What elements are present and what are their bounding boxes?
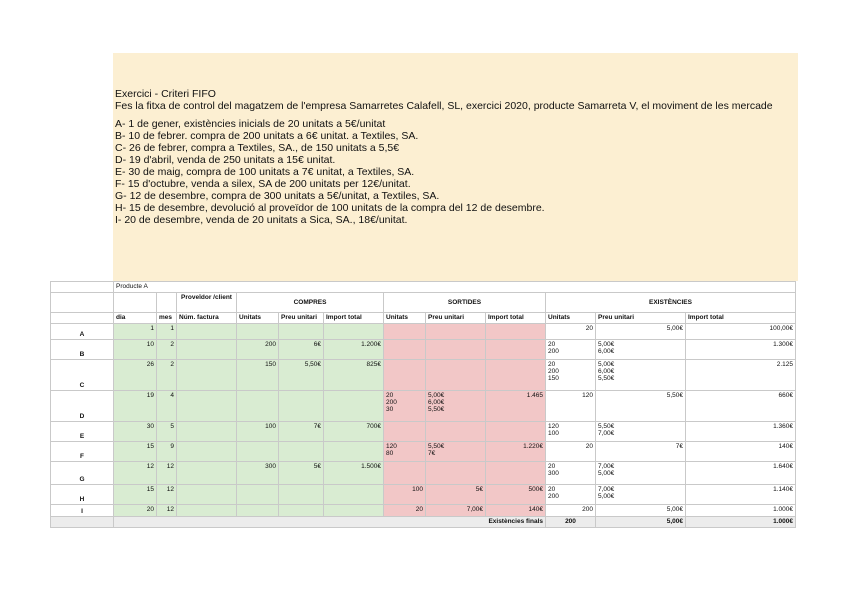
cell[interactable] xyxy=(51,282,114,293)
table-row xyxy=(51,485,796,505)
cell[interactable] xyxy=(51,517,114,528)
cell-e-preu[interactable]: 5,00€ xyxy=(596,505,686,517)
cell-factura[interactable] xyxy=(177,422,237,442)
cell-e-preu[interactable]: 5,50€ 7,00€ xyxy=(596,422,686,442)
cell-mes[interactable]: 1 xyxy=(157,324,177,340)
cell-e-unitats[interactable]: 20 200 xyxy=(546,340,596,360)
cell-factura[interactable] xyxy=(177,324,237,340)
cell-c-import[interactable] xyxy=(324,324,384,340)
cell-c-unitats[interactable]: 300 xyxy=(237,462,279,485)
table-row xyxy=(51,391,796,422)
row-label[interactable]: D xyxy=(51,391,114,422)
existencies-preu-header[interactable]: Preu unitari xyxy=(596,313,686,324)
compres-header[interactable]: COMPRES xyxy=(237,293,384,313)
cell-dia[interactable]: 15 xyxy=(114,485,157,505)
row-label[interactable]: A xyxy=(51,324,114,340)
cell-dia[interactable]: 19 xyxy=(114,391,157,422)
cell-s-import[interactable]: 140€ xyxy=(486,505,546,517)
sortides-preu-header[interactable]: Preu unitari xyxy=(426,313,486,324)
cell-e-import[interactable]: 1.640€ xyxy=(686,462,796,485)
dia-header[interactable]: dia xyxy=(114,313,157,324)
final-stock-label[interactable]: Existències finals xyxy=(114,517,546,528)
cell-s-preu[interactable] xyxy=(426,324,486,340)
cell-s-import[interactable] xyxy=(486,360,546,391)
cell-c-preu[interactable]: 5,50€ xyxy=(279,360,324,391)
cell-c-unitats[interactable] xyxy=(237,485,279,505)
cell-e-preu[interactable]: 7,00€ 5,00€ xyxy=(596,462,686,485)
cell-factura[interactable] xyxy=(177,391,237,422)
cell-s-import[interactable] xyxy=(486,422,546,442)
compres-preu-header[interactable]: Preu unitari xyxy=(279,313,324,324)
cell-mes[interactable]: 2 xyxy=(157,340,177,360)
cell-s-preu[interactable]: 7,00€ xyxy=(426,505,486,517)
table-row xyxy=(51,324,796,340)
exercise-subtitle: Fes la fitxa de control del magatzem de l'empresa Samarretes Calafell, SL, exercici 2020, producte Samarreta V, el moviment de les mercade xyxy=(115,100,773,112)
exercise-item: B- 10 de febrer. compra de 200 unitats a 6€ unitat. a Textiles, SA. xyxy=(115,130,419,142)
cell[interactable] xyxy=(157,293,177,313)
table-row xyxy=(51,340,796,360)
table-row xyxy=(51,442,796,462)
cell-c-import[interactable]: 1.500€ xyxy=(324,462,384,485)
cell-factura[interactable] xyxy=(177,340,237,360)
cell-s-unitats[interactable]: 120 80 xyxy=(384,442,426,462)
row-label[interactable]: C xyxy=(51,360,114,391)
cell-c-import[interactable] xyxy=(324,485,384,505)
cell-c-preu[interactable] xyxy=(279,324,324,340)
mes-header[interactable]: mes xyxy=(157,313,177,324)
cell-mes[interactable]: 4 xyxy=(157,391,177,422)
cell-e-import[interactable]: 1.140€ xyxy=(686,485,796,505)
row-label[interactable]: G xyxy=(51,462,114,485)
cell-e-preu[interactable]: 7€ xyxy=(596,442,686,462)
cell-e-unitats[interactable]: 120 100 xyxy=(546,422,596,442)
final-stock-preu[interactable]: 5,00€ xyxy=(596,517,686,528)
cell-e-unitats[interactable]: 20 300 xyxy=(546,462,596,485)
compres-import-header[interactable]: Import total xyxy=(324,313,384,324)
cell-c-unitats[interactable]: 200 xyxy=(237,340,279,360)
cell-c-preu[interactable]: 6€ xyxy=(279,340,324,360)
cell-s-preu[interactable] xyxy=(426,422,486,442)
cell-e-preu[interactable]: 5,50€ xyxy=(596,391,686,422)
cell-e-unitats[interactable]: 200 xyxy=(546,505,596,517)
exercise-item: H- 15 de desembre, devolució al proveïdor de 100 unitats de la compra del 12 de desembre. xyxy=(115,202,545,214)
cell-e-preu[interactable]: 7,00€ 5,00€ xyxy=(596,485,686,505)
cell-c-import[interactable]: 700€ xyxy=(324,422,384,442)
cell-e-preu[interactable]: 5,00€ xyxy=(596,324,686,340)
cell-dia[interactable]: 12 xyxy=(114,462,157,485)
cell-c-import[interactable]: 1.200€ xyxy=(324,340,384,360)
exercise-title: Exercici - Criteri FIFO xyxy=(115,88,216,100)
cell-s-preu[interactable]: 5,00€ 6,00€ 5,50€ xyxy=(426,391,486,422)
cell-e-unitats[interactable]: 20 200 150 xyxy=(546,360,596,391)
exercise-items xyxy=(115,118,773,226)
cell-c-unitats[interactable]: 150 xyxy=(237,360,279,391)
existencies-header[interactable]: EXISTÈNCIES xyxy=(546,293,796,313)
cell-e-import[interactable]: 100,00€ xyxy=(686,324,796,340)
row-header-gutter xyxy=(50,53,114,281)
cell-s-unitats[interactable]: 20 xyxy=(384,505,426,517)
row-label[interactable]: E xyxy=(51,422,114,442)
cell-s-unitats[interactable] xyxy=(384,360,426,391)
sortides-import-header[interactable]: Import total xyxy=(486,313,546,324)
exercise-item: F- 15 d'octubre, venda a silex, SA de 200 unitats per 12€/unitat. xyxy=(115,178,411,190)
cell-s-unitats[interactable]: 100 xyxy=(384,485,426,505)
sortides-header[interactable]: SORTIDES xyxy=(384,293,546,313)
cell-c-import[interactable] xyxy=(324,505,384,517)
provider-header[interactable]: Proveïdor /client xyxy=(177,293,237,313)
cell[interactable] xyxy=(51,313,114,324)
sortides-unitats-header[interactable]: Unitats xyxy=(384,313,426,324)
cell-s-unitats[interactable] xyxy=(384,462,426,485)
cell-c-import[interactable] xyxy=(324,391,384,422)
existencies-import-header[interactable]: Import total xyxy=(686,313,796,324)
factura-header[interactable]: Núm. factura xyxy=(177,313,237,324)
cell-e-import[interactable]: 1.000€ xyxy=(686,505,796,517)
cell-mes[interactable]: 12 xyxy=(157,462,177,485)
cell-mes[interactable]: 5 xyxy=(157,422,177,442)
cell-s-import[interactable]: 500€ xyxy=(486,485,546,505)
table-row xyxy=(51,422,796,442)
cell-mes[interactable]: 9 xyxy=(157,442,177,462)
cell-c-import[interactable] xyxy=(324,442,384,462)
cell-e-preu[interactable]: 5,00€ 6,00€ xyxy=(596,340,686,360)
cell-c-preu[interactable] xyxy=(279,485,324,505)
product-label[interactable]: Producte A xyxy=(114,282,796,293)
cell-dia[interactable]: 10 xyxy=(114,340,157,360)
cell-factura[interactable] xyxy=(177,505,237,517)
cell-s-preu[interactable] xyxy=(426,360,486,391)
cell[interactable] xyxy=(114,293,157,313)
cell-e-unitats[interactable]: 20 xyxy=(546,324,596,340)
compres-unitats-header[interactable]: Unitats xyxy=(237,313,279,324)
cell-c-preu[interactable]: 5€ xyxy=(279,462,324,485)
cell-factura[interactable] xyxy=(177,485,237,505)
table-row xyxy=(51,462,796,485)
cell-c-unitats[interactable] xyxy=(237,324,279,340)
cell[interactable] xyxy=(51,293,114,313)
cell-factura[interactable] xyxy=(177,360,237,391)
cell-mes[interactable]: 12 xyxy=(157,485,177,505)
cell-e-import[interactable]: 1.300€ xyxy=(686,340,796,360)
cell-factura[interactable] xyxy=(177,442,237,462)
cell-e-import[interactable]: 140€ xyxy=(686,442,796,462)
exercise-item: A- 1 de gener, existències inicials de 20 unitats a 5€/unitat xyxy=(115,118,386,130)
cell-dia[interactable]: 20 xyxy=(114,505,157,517)
cell-e-import[interactable]: 660€ xyxy=(686,391,796,422)
exercise-item: C- 26 de febrer, compra a Textiles, SA., de 150 unitats a 5,5€ xyxy=(115,142,400,154)
cell-s-unitats[interactable]: 20 200 30 xyxy=(384,391,426,422)
row-label[interactable]: I xyxy=(51,505,114,517)
inventory-table xyxy=(50,281,796,528)
cell-dia[interactable]: 26 xyxy=(114,360,157,391)
cell-e-unitats[interactable]: 120 xyxy=(546,391,596,422)
cell-e-import[interactable]: 2.125 xyxy=(686,360,796,391)
exercise-item: E- 30 de maig, compra de 100 unitats a 7€ unitat, a Textiles, SA. xyxy=(115,166,415,178)
cell-dia[interactable]: 30 xyxy=(114,422,157,442)
cell-c-unitats[interactable] xyxy=(237,442,279,462)
cell-dia[interactable]: 1 xyxy=(114,324,157,340)
cell-s-unitats[interactable] xyxy=(384,422,426,442)
cell-s-preu[interactable] xyxy=(426,462,486,485)
cell-c-unitats[interactable] xyxy=(237,391,279,422)
cell-dia[interactable]: 15 xyxy=(114,442,157,462)
cell-c-preu[interactable] xyxy=(279,391,324,422)
exercise-statement[interactable] xyxy=(113,53,798,281)
final-stock-unitats[interactable]: 200 xyxy=(546,517,596,528)
cell-factura[interactable] xyxy=(177,462,237,485)
cell-s-unitats[interactable] xyxy=(384,324,426,340)
cell-mes[interactable]: 12 xyxy=(157,505,177,517)
cell-e-unitats[interactable]: 20 200 xyxy=(546,485,596,505)
exercise-item: G- 12 de desembre, compra de 300 unitats a 5€/unitat, a Textiles, SA. xyxy=(115,190,440,202)
cell-s-import[interactable]: 1.465 xyxy=(486,391,546,422)
cell-s-import[interactable]: 1.220€ xyxy=(486,442,546,462)
cell-mes[interactable]: 2 xyxy=(157,360,177,391)
row-label[interactable]: B xyxy=(51,340,114,360)
cell-e-preu[interactable]: 5,00€ 6,00€ 5,50€ xyxy=(596,360,686,391)
cell-c-unitats[interactable] xyxy=(237,505,279,517)
table-row xyxy=(51,505,796,517)
cell-s-import[interactable] xyxy=(486,324,546,340)
cell-c-preu[interactable] xyxy=(279,505,324,517)
final-stock-import[interactable]: 1.000€ xyxy=(686,517,796,528)
exercise-item: D- 19 d'abril, venda de 250 unitats a 15€ unitat. xyxy=(115,154,336,166)
table-row xyxy=(51,360,796,391)
cell-s-preu[interactable]: 5,50€ 7€ xyxy=(426,442,486,462)
cell-c-preu[interactable]: 7€ xyxy=(279,422,324,442)
exercise-item: I- 20 de desembre, venda de 20 unitats a Sica, SA., 18€/unitat. xyxy=(115,214,408,226)
existencies-unitats-header[interactable]: Unitats xyxy=(546,313,596,324)
cell-e-unitats[interactable]: 20 xyxy=(546,442,596,462)
cell-e-import[interactable]: 1.360€ xyxy=(686,422,796,442)
row-label[interactable]: H xyxy=(51,485,114,505)
cell-s-import[interactable] xyxy=(486,340,546,360)
cell-c-preu[interactable] xyxy=(279,442,324,462)
row-label[interactable]: F xyxy=(51,442,114,462)
cell-s-unitats[interactable] xyxy=(384,340,426,360)
cell-c-import[interactable]: 825€ xyxy=(324,360,384,391)
cell-s-preu[interactable] xyxy=(426,340,486,360)
cell-c-unitats[interactable]: 100 xyxy=(237,422,279,442)
cell-s-import[interactable] xyxy=(486,462,546,485)
cell-s-preu[interactable]: 5€ xyxy=(426,485,486,505)
